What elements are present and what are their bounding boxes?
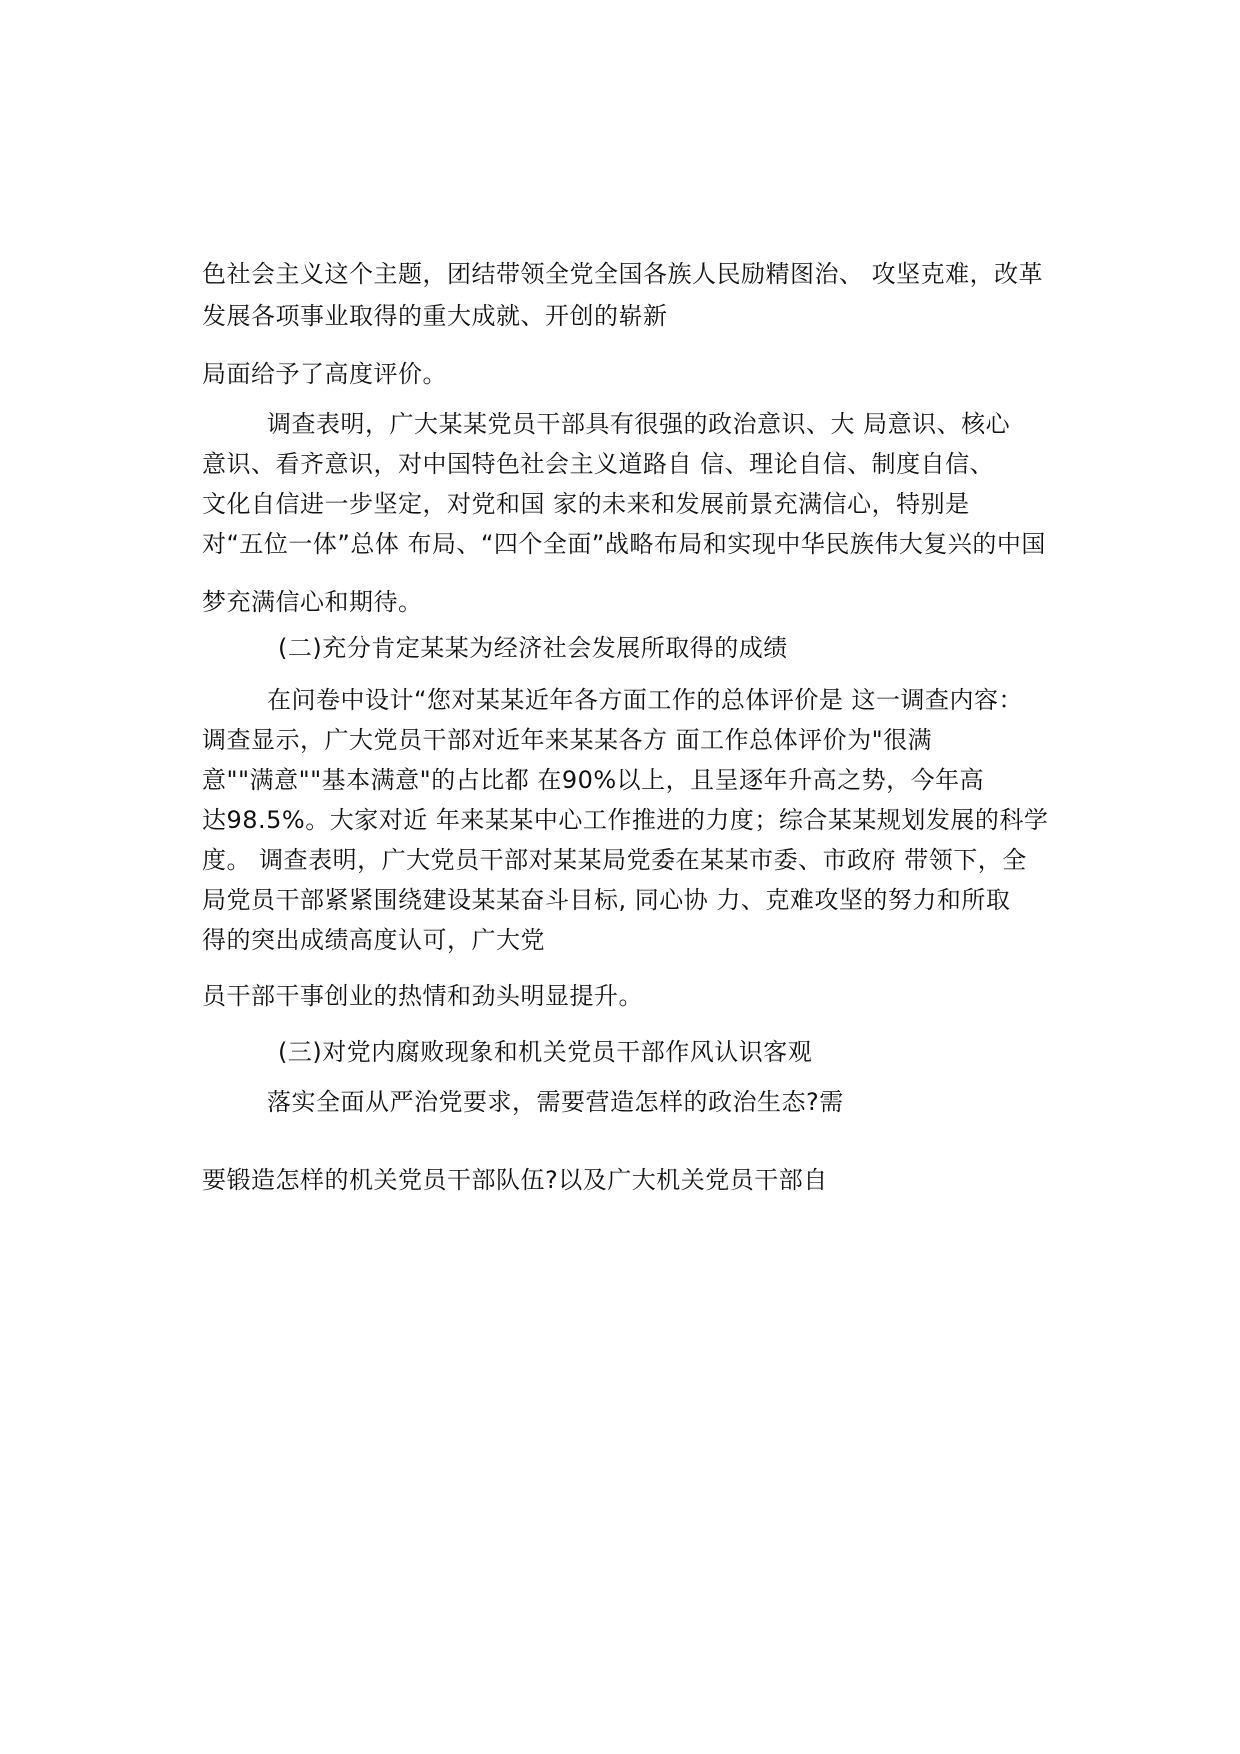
text-line: 梦充满信心和期待。 (202, 588, 423, 616)
text-line: 发展各项事业取得的重大成就、开创的崭新 (202, 302, 668, 330)
text-line: 调查显示，广大党员干部对近年来某某各方 面工作总体评价为"很满 (202, 726, 933, 754)
paragraph-first-line: 落实全面从严治党要求，需要营造怎样的政治生态?需 (267, 1088, 844, 1116)
text-line: 达98.5%。大家对近 年来某某中心工作推进的力度；综合某某规划发展的科学 (202, 806, 1049, 834)
text-line: 度。 调查表明，广大党员干部对某某局党委在某某市委、市政府 带领下，全 (202, 846, 1027, 874)
section-heading: (二)充分肯定某某为经济社会发展所取得的成绩 (278, 634, 788, 662)
paragraph-first-line: 调查表明，广大某某党员干部具有很强的政治意识、大 局意识、核心 (267, 410, 1011, 438)
text-line: 对“五位一体”总体 布局、“四个全面”战略布局和实现中华民族伟大复兴的中国 (202, 530, 1046, 558)
text-line: 文化自信进一步坚定，对党和国 家的未来和发展前景充满信心，特别是 (202, 490, 970, 518)
text-line: 意识、看齐意识，对中国特色社会主义道路自 信、理论自信、制度自信、 (202, 450, 995, 478)
paragraph-first-line: 在问卷中设计“您对某某近年各方面工作的总体评价是 这一调查内容： (267, 686, 1024, 714)
text-line: 色社会主义这个主题，团结带领全党全国各族人民励精图治、 攻坚克难，改革 (202, 260, 1044, 288)
text-line: 得的突出成绩高度认可，广大党 (202, 926, 545, 954)
section-heading: (三)对党内腐败现象和机关党员干部作风认识客观 (278, 1038, 813, 1066)
text-line: 局党员干部紧紧围绕建设某某奋斗目标, 同心协 力、克难攻坚的努力和所取 (202, 886, 1011, 914)
text-line: 要锻造怎样的机关党员干部队伍?以及广大机关党员干部自 (202, 1166, 828, 1194)
text-line: 员干部干事创业的热情和劲头明显提升。 (202, 982, 643, 1010)
text-line: 局面给予了高度评价。 (202, 360, 447, 388)
text-line: 意""满意""基本满意"的占比都 在90%以上，且呈逐年升高之势，今年高 (202, 766, 985, 794)
